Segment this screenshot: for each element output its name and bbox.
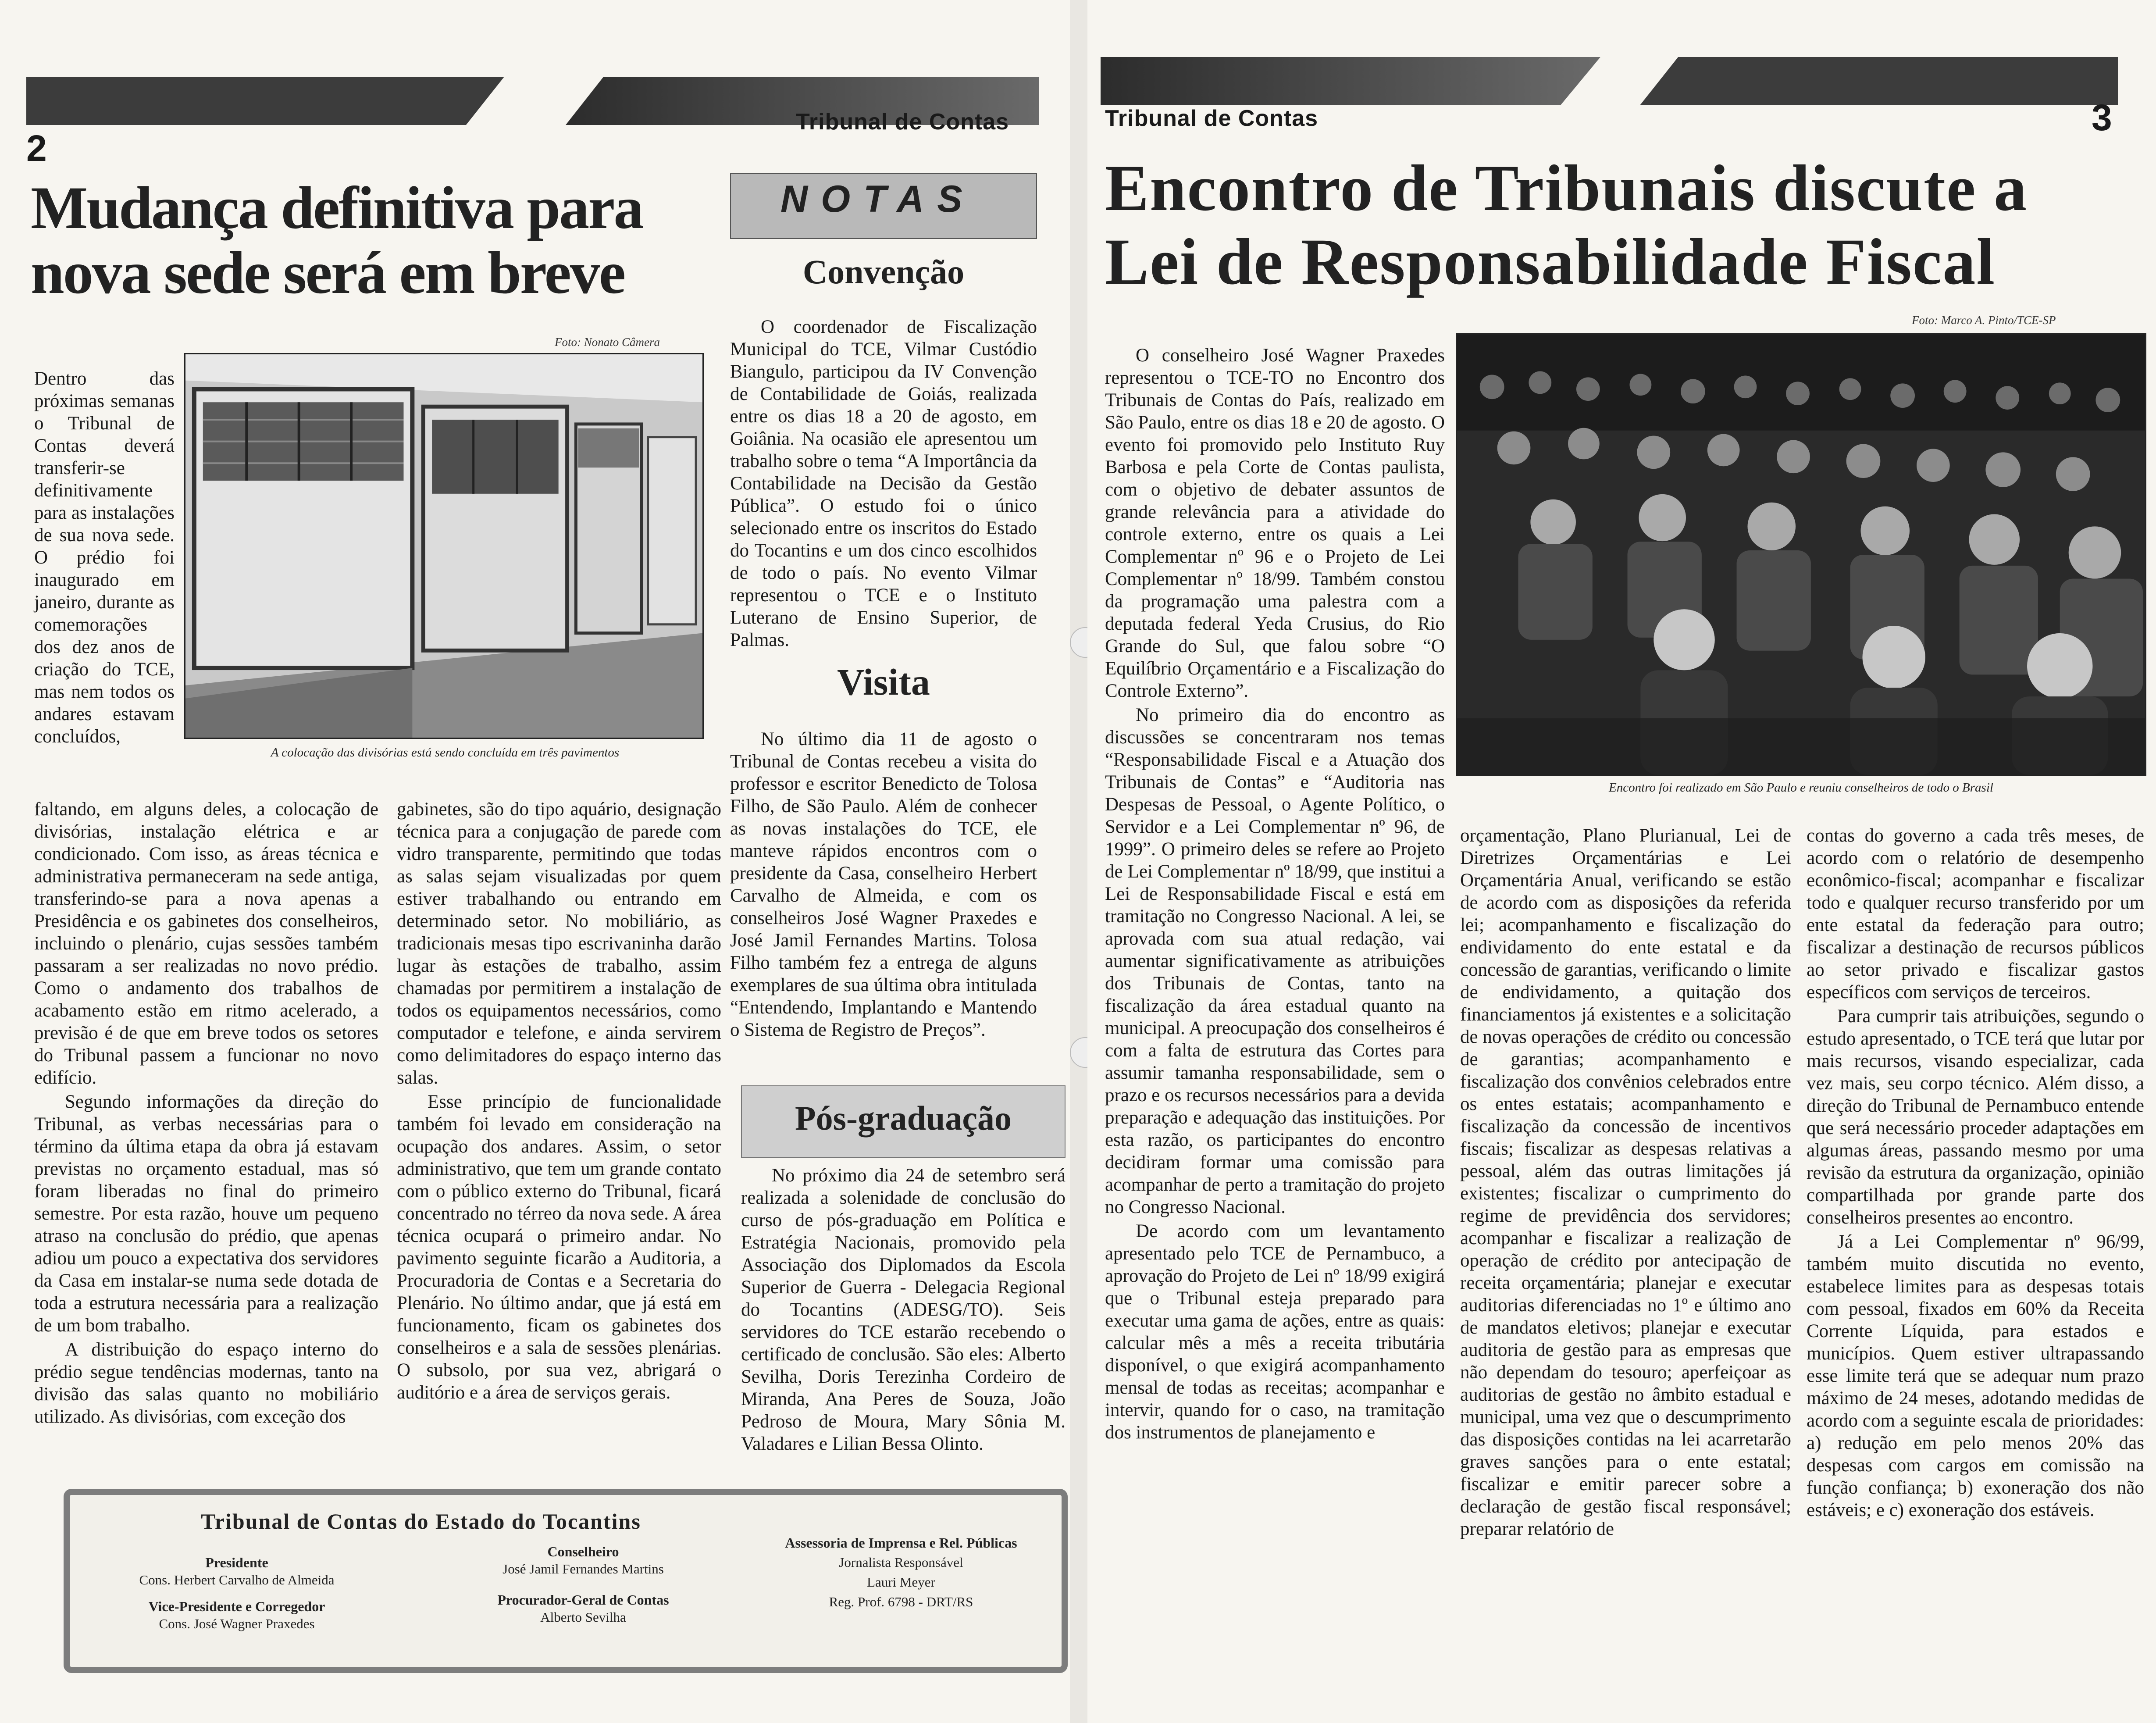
page-gutter: [1070, 0, 1087, 1723]
article-paragraph: faltando, em alguns deles, a colocação de divisórias, instalação elétrica e ar condicionado. Com isso, as áreas técnica e administrativa permaneceram na sede antiga, transferindo-se para a nova apenas a Presidência e os gabinetes dos conselheiros, incluindo o plenário, cujas sessões também passaram a ser realizadas no novo prédio. Como o andamento dos trabalhos de acabamento estão em ritmo acelerado, a previsão é de que em breve todos os setores do Tribunal passem a funcionar no novo edifício.: [34, 799, 378, 1088]
masthead-title: Tribunal de Contas do Estado do Tocantins: [201, 1509, 641, 1534]
left-page: [0, 0, 1070, 1723]
notas-label: NOTAS: [780, 178, 976, 220]
article-paragraph: Já a Lei Complementar nº 96/99, também muito discutida no evento, estabelece limites para as despesas totais com pessoal, fixados em 60% da Receita Corrente Líquida, para estados e municípios. Quem estiver ultrapassando esse limite terá que se adequar num prazo máximo de 24 meses, adotando medidas de acordo com a seguinte escala de prioridades: a) redução em pelo menos 20% das despesas com cargos em comissão na função confiança; b) exoneração dos não estáveis; e c) exoneração dos estáveis.: [1807, 1231, 2144, 1520]
header-band-left: [26, 77, 504, 125]
headline-line-1: Mudança definitiva para: [31, 174, 643, 241]
conference-audience-photo: [1456, 333, 2146, 776]
note-paragraph: O coordenador de Fiscalização Municipal do TCE, Vilmar Custódio Biangulo, participou da IV Convenção de Contabilidade de Goiás, realizada entre os dias 18 a 20 de agosto, em Goiânia. Na ocasião ele apresentou um trabalho sobre o tema “A Importância da Contabilidade na Decisão da Gestão Pública”. O estudo foi o único selecionado entre os inscritos do Estado do Tocantins e um dos cinco escolhidos de todo o país. No evento Vilmar representou o TCE e o Instituto Luterano de Ensino Superior, de Palmas.: [730, 317, 1037, 650]
photo-caption: Encontro foi realizado em São Paulo e reuniu conselheiros de todo o Brasil: [1609, 781, 1993, 795]
article-paragraph: O conselheiro José Wagner Praxedes representou o TCE-TO no Encontro dos Tribunais de Contas do País, realizado em São Paulo, entre os dias 18 e 20 de agosto. O evento foi promovido pelo Instituto Ruy Barbosa e pela Corte de Contas paulista, com o objetivo de debater assuntos de grande relevância para a atividade do controle externo, entre os quais a Lei Complementar nº 96 e o Projeto de Lei Complementar nº 18/99. Também constou da programação uma palestra com a deputada federal Yeda Crusius, do Rio Grande do Sul, que falou sobre “O Equilíbrio Orçamentário e a Fiscalização do Controle Externo”.: [1105, 345, 1445, 701]
article-paragraph: No primeiro dia do encontro as discussões se concentraram nos temas “Responsabilidade Fiscal e a Atuação dos Tribunais de Contas” e “Auditoria nas Despesas de Pessoal, o Agente Político, o Servidor e a Lei Complementar nº 96, de 1999”. O primeiro deles se refere ao Projeto de Lei Complementar nº 18/99, que institui a Lei de Responsabilidade Fiscal e está em tramitação no Congresso Nacional. A lei, se aprovada com sua atual redação, vai aumentar significativamente as atribuições dos Tribunais de Contas, tanto na fiscalização da área estadual quanto na municipal. A preocupação dos conselheiros é com a falta de estrutura das Cortes para assumir tamanha responsabilidade, sem o prazo e os recursos necessários para a devida preparação e adequação das instituições. Por esta razão, os participantes do encontro decidiram formar uma comissão para acompanhar de perto a tramitação do projeto no Congresso Nacional.: [1105, 705, 1445, 1217]
masthead-presidente-label: Presidente: [205, 1555, 268, 1570]
article-paragraph: Segundo informações da direção do Tribunal, as verbas necessárias para o término da última etapa da obra já estavam previstas no orçamento estadual, mas só foram liberadas no final do primeiro semestre. Por esta razão, houve um pequeno atraso na conclusão do prédio, que apenas adiou um pouco a expectativa dos servidores da Casa em instalar-se numa sede dotada de toda a estrutura necessária para a realização de um bom trabalho.: [34, 1092, 378, 1336]
office-partitions-photo: [184, 353, 704, 739]
article-paragraph: orçamentação, Plano Plurianual, Lei de Diretrizes Orçamentárias e Lei Orçamentária Anual, verificando se estão de acordo com as disposições da referida lei; acompanhamento e fiscalização do endividamento do ente estatal e da concessão de garantias, verificando o limite de endividamento, a quitação dos financiamentos já existentes e a solicitação de novas operações de crédito ou concessão de garantias; acompanhamento e fiscalização dos convênios celebrados entre os entes estatais; acompanhamento e fiscalização da concessão de incentivos fiscais; fiscalizar as despesas relativas a pessoal, além das outras limitações já existentes; fiscalizar o cumprimento do regime de previdência dos servidores; acompanhar e fiscalizar a realização de operação de crédito por antecipação de receita orçamentária; planejar e executar auditorias diferenciadas no 1º e último ano de mandatos eletivos; planejar e executar auditoria de gestão para as empresas que não dependam do tesouro; aperfeiçoar as auditorias de gestão no âmbito estadual e municipal, uma vez que o descumprimento das disposições contidas na lei acarretarão graves sanções para o ente estatal; fiscalizar e emitir parecer sobre a declaração de gestão fiscal responsável; preparar relatório de: [1460, 825, 1791, 1539]
note-title-pos-graduacao: Pós-graduação: [795, 1099, 1012, 1137]
article-paragraph: contas do governo a cada três meses, de acordo com o relatório de desempenho econômico-fiscal; acompanhar e fiscalizar todo e qualquer recurso transferido por um ente estatal da federação para outro; fiscalizar a destinação de recursos públicos ao setor privado e fiscalizar gastos específicos com serviços de terceiros.: [1807, 825, 2144, 1002]
masthead-presidente-name: Cons. Herbert Carvalho de Almeida: [139, 1572, 335, 1587]
running-head: Tribunal de Contas: [1105, 106, 1319, 131]
running-head: Tribunal de Contas: [796, 109, 1009, 135]
article-column-3: [1807, 824, 2144, 1523]
headline-line-2: nova sede será em breve: [31, 239, 625, 306]
masthead-procurador-label: Procurador-Geral de Contas: [497, 1592, 669, 1608]
header-band-right: [1640, 57, 2118, 105]
page-number: 3: [2092, 97, 2112, 138]
right-page: [1087, 0, 2156, 1723]
article-column-1: [34, 798, 378, 1430]
headline: [1105, 151, 2140, 299]
note-title-visita: Visita: [837, 661, 930, 703]
note-paragraph: No próximo dia 24 de setembro será realizada a solenidade de conclusão do curso de pós-graduação em Política e Estratégia Nacionais, promovido pela Associação dos Diplomados da Escola Superior de Guerra - Delegacia Regional do Tocantins (ADESG/TO). Seis servidores do TCE estarão recebendo o certificado de conclusão. São eles: Alberto Sevilha, Doris Terezinha Cordeiro de Miranda, Ana Peres de Souza, João Pedroso de Moura, Mary Sônia M. Valadares e Lilian Bessa Olinto.: [741, 1165, 1066, 1454]
masthead-assessoria-role: Jornalista Responsável: [839, 1555, 963, 1570]
article-paragraph: A distribuição do espaço interno do prédio segue tendências modernas, tanto na divisão das salas quanto no mobiliário utilizado. As divisórias, com exceção dos: [34, 1339, 378, 1427]
article-paragraph: Esse princípio de funcionalidade também foi levado em consideração na ocupação dos andares. Assim, o setor administrativo, que tem um grande contato com o público externo do Tribunal, ficará concentrado no térreo da nova sede. A área técnica ocupará o primeiro andar. No pavimento seguinte ficarão a Auditoria, a Procuradoria de Contas e a Secretaria do Plenário. No último andar, que já está em funcionamento, ficam os gabinetes dos conselheiros e a sala de sessões plenárias. O subsolo, por sua vez, abrigará o auditório e a área de serviços gerais.: [397, 1092, 721, 1403]
note-visita-text: [730, 728, 1037, 1043]
note-paragraph: No último dia 11 de agosto o Tribunal de Contas recebeu a visita do professor e escritor Benedicto de Tolosa Filho, de São Paulo. Além de conhecer as novas instalações do TCE, ele manteve rápidos encontros com o presidente da Casa, conselheiro Herbert Carvalho de Almeida, e com os conselheiros José Wagner Praxedes e José Jamil Fernandes Martins. Tolosa Filho também fez a entrega de alguns exemplares de sua última obra intitulada “Entendendo, Implantando e Mantendo o Sistema de Registro de Preços”.: [730, 729, 1037, 1040]
masthead-vice-label: Vice-Presidente e Corregedor: [148, 1598, 325, 1614]
headline-line-1: Encontro de Tribunais discute a: [1105, 152, 2028, 225]
headline: [31, 175, 706, 305]
article-paragraph: De acordo com um levantamento apresentado pelo TCE de Pernambuco, a aprovação do Projeto de Lei nº 18/99 exigirá que o Tribunal esteja preparado para executar uma gama de ações, entre as quais: calcular mês a mês a receita tributária disponível, o que exigirá acompanhamento mensal de todas as receitas; acompanhar e intervir, quando for o caso, na tramitação dos instrumentos de planejamento e: [1105, 1221, 1445, 1443]
header-band-left: [1101, 57, 1600, 105]
masthead-assessoria-label: Assessoria de Imprensa e Rel. Públicas: [785, 1535, 1017, 1551]
photo-credit: Foto: Nonato Câmera: [555, 335, 660, 349]
photo-credit: Foto: Marco A. Pinto/TCE-SP: [1912, 314, 2056, 327]
masthead-conselheiro-name: José Jamil Fernandes Martins: [502, 1561, 664, 1577]
masthead-vice-name: Cons. José Wagner Praxedes: [159, 1616, 315, 1631]
article-intro-paragraph: Dentro das próximas semanas o Tribunal de Contas deverá transferir-se definitivamente para as instalações de sua nova sede. O prédio foi inaugurado em janeiro, durante as comemorações dos dez anos de criação do TCE, mas nem todos os andares estavam concluídos,: [34, 368, 175, 747]
page-number: 2: [26, 128, 47, 169]
article-paragraph: gabinetes, são do tipo aquário, designação técnica para a conjugação de parede com vidro transparente, permitindo que todas as salas sejam visualizadas por quem estiver trabalhando ou entrando em determinado setor. No mobiliário, as tradicionais mesas tipo escrivaninha darão lugar às estações de trabalho, assim chamadas por permitirem a instalação de todos os equipamentos necessários, como computador e telefone, e ainda servirem como delimitadores do espaço interno das salas.: [397, 799, 721, 1088]
article-paragraph: Para cumprir tais atribuições, segundo o estudo apresentado, o TCE terá que lutar por mais recursos, visando especializar, cada vez mais, seu corpo técnico. Além disso, a direção do Tribunal de Pernambuco entende que será necessário proceder adaptações em algumas áreas, passando mesmo por uma revisão da estrutura da organização, opinião compartilhada por grande parte dos conselheiros presentes ao encontro.: [1807, 1006, 2144, 1228]
photo-caption: A colocação das divisórias está sendo concluída em três pavimentos: [271, 746, 620, 760]
note-title-convencao: Convenção: [802, 253, 965, 291]
masthead-procurador-name: Alberto Sevilha: [540, 1609, 626, 1625]
article-column-2: [1460, 824, 1791, 1542]
note-convencao-text: [730, 316, 1037, 653]
masthead-assessoria-name: Lauri Meyer: [867, 1574, 935, 1590]
article-column-2: [397, 798, 721, 1406]
masthead-assessoria-registration: Reg. Prof. 6798 - DRT/RS: [829, 1594, 973, 1609]
note-pos-graduacao-text: [741, 1164, 1066, 1457]
masthead-conselheiro-label: Conselheiro: [547, 1544, 619, 1559]
headline-line-2: Lei de Responsabilidade Fiscal: [1105, 225, 1996, 298]
article-intro-column: [34, 367, 175, 749]
article-column-1: [1105, 344, 1445, 1445]
